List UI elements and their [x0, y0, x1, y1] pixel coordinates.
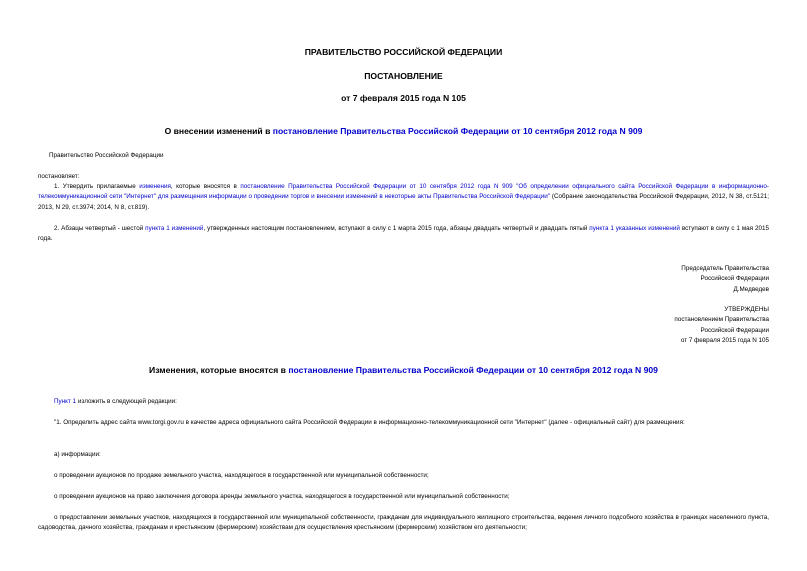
approval-by: постановлением Правительства: [674, 316, 769, 324]
change-paragraph-2: "1. Определить адрес сайта www.torgi.gov.ru в качестве адреса официального сайта Российской Федерации в информационно-телекоммуникационной сети "Интернет" (далее - официальный сайт) для размещения:: [54, 419, 685, 426]
intro-text: Правительство Российской Федерации: [49, 152, 164, 159]
change-paragraph-1: [38, 397, 769, 407]
item-2-text-a: 2. Абзацы четвертый - шестой: [54, 225, 146, 232]
item-1-indicated-changes-link[interactable]: пункта 1 указанных изменений: [589, 225, 680, 232]
subject-prefix: О внесении изменений в: [164, 126, 273, 136]
signature-position: Председатель Правительства: [681, 265, 769, 272]
approval-block: [560, 305, 769, 347]
document-type: ПОСТАНОВЛЕНИЕ: [364, 71, 443, 81]
item-1-text-b: , которые вносятся в: [170, 183, 241, 190]
change-paragraph-6: о предоставлении земельных участков, находящихся в государственной или муниципальной собственности, гражданам для индивидуального жилищного строительства, ведения личного подсобного хозяйства в границах населенного пункта, садоводства, дачного хозяйства, гражданам и крестьянским (фермерским) хозяйствам для осуществления крестьянским (фермерским) хозяйством его деятельности;: [38, 514, 769, 532]
change-1-text: изложить в следующей редакции:: [76, 398, 177, 405]
item-1-changes-link[interactable]: пункта 1 изменений: [145, 225, 204, 232]
signature-block: [560, 264, 769, 295]
item-1-paragraph: [38, 182, 769, 213]
changes-title: [0, 365, 807, 375]
change-paragraph-4: о проведении аукционов по продаже земельного участка, находящегося в государственной или муниципальной собственности;: [54, 472, 429, 479]
item-1-text-c: (Собрание законодательства Российской Федерации, 2012, N 38, ст.5121; 2013, N 29, ст.3974; 2014, N 8, ст.819).: [38, 193, 769, 211]
document-subject: [0, 126, 807, 136]
approval-date: от 7 февраля 2015 года N 105: [680, 337, 769, 345]
item-2-text-c: вступают в силу с 1 мая 2015 года.: [38, 225, 769, 243]
document-date-number: от 7 февраля 2015 года N 105: [341, 93, 466, 103]
change-paragraph-5: о проведении аукционов на право заключения договора аренды земельного участка, находящегося в государственной или муниципальной собственности;: [54, 493, 510, 500]
changes-link[interactable]: изменения: [139, 183, 171, 190]
resolution-909-link[interactable]: постановление Правительства Российской Федерации от 10 сентября 2012 года N 909 "Об определении официального сайта Российской Федерации в информационно-телекоммуникационной сети "Интернет" для размещения информации о проведении торгов и внесении изменений в некоторые акты Правительства Российской Федерации": [38, 183, 770, 201]
item-1-text-a: 1. Утвердить прилагаемые: [54, 183, 140, 190]
signature-country: Российской Федерации: [700, 275, 769, 283]
item-2-paragraph: [38, 224, 769, 245]
decides-text: постановляет:: [38, 173, 80, 180]
point-1-link[interactable]: Пункт 1: [54, 398, 77, 405]
signature-name: Д.Медведев: [733, 285, 769, 293]
changes-title-prefix: Изменения, которые вносятся в: [149, 365, 289, 375]
approval-country: Российской Федерации: [700, 326, 769, 334]
change-paragraph-3: а) информации:: [54, 451, 101, 458]
subject-link[interactable]: постановление Правительства Российской Федерации от 10 сентября 2012 года N 909: [272, 126, 643, 136]
approval-title: УТВЕРЖДЕНЫ: [724, 306, 769, 313]
government-heading: ПРАВИТЕЛЬСТВО РОССИЙСКОЙ ФЕДЕРАЦИИ: [304, 47, 503, 57]
changes-title-link[interactable]: постановление Правительства Российской Федерации от 10 сентября 2012 года N 909: [288, 365, 658, 375]
item-2-text-b: , утвержденных настоящим постановлением, вступают в силу с 1 марта 2015 года, абзацы двадцать четвертый и двадцать пятый: [203, 225, 590, 232]
